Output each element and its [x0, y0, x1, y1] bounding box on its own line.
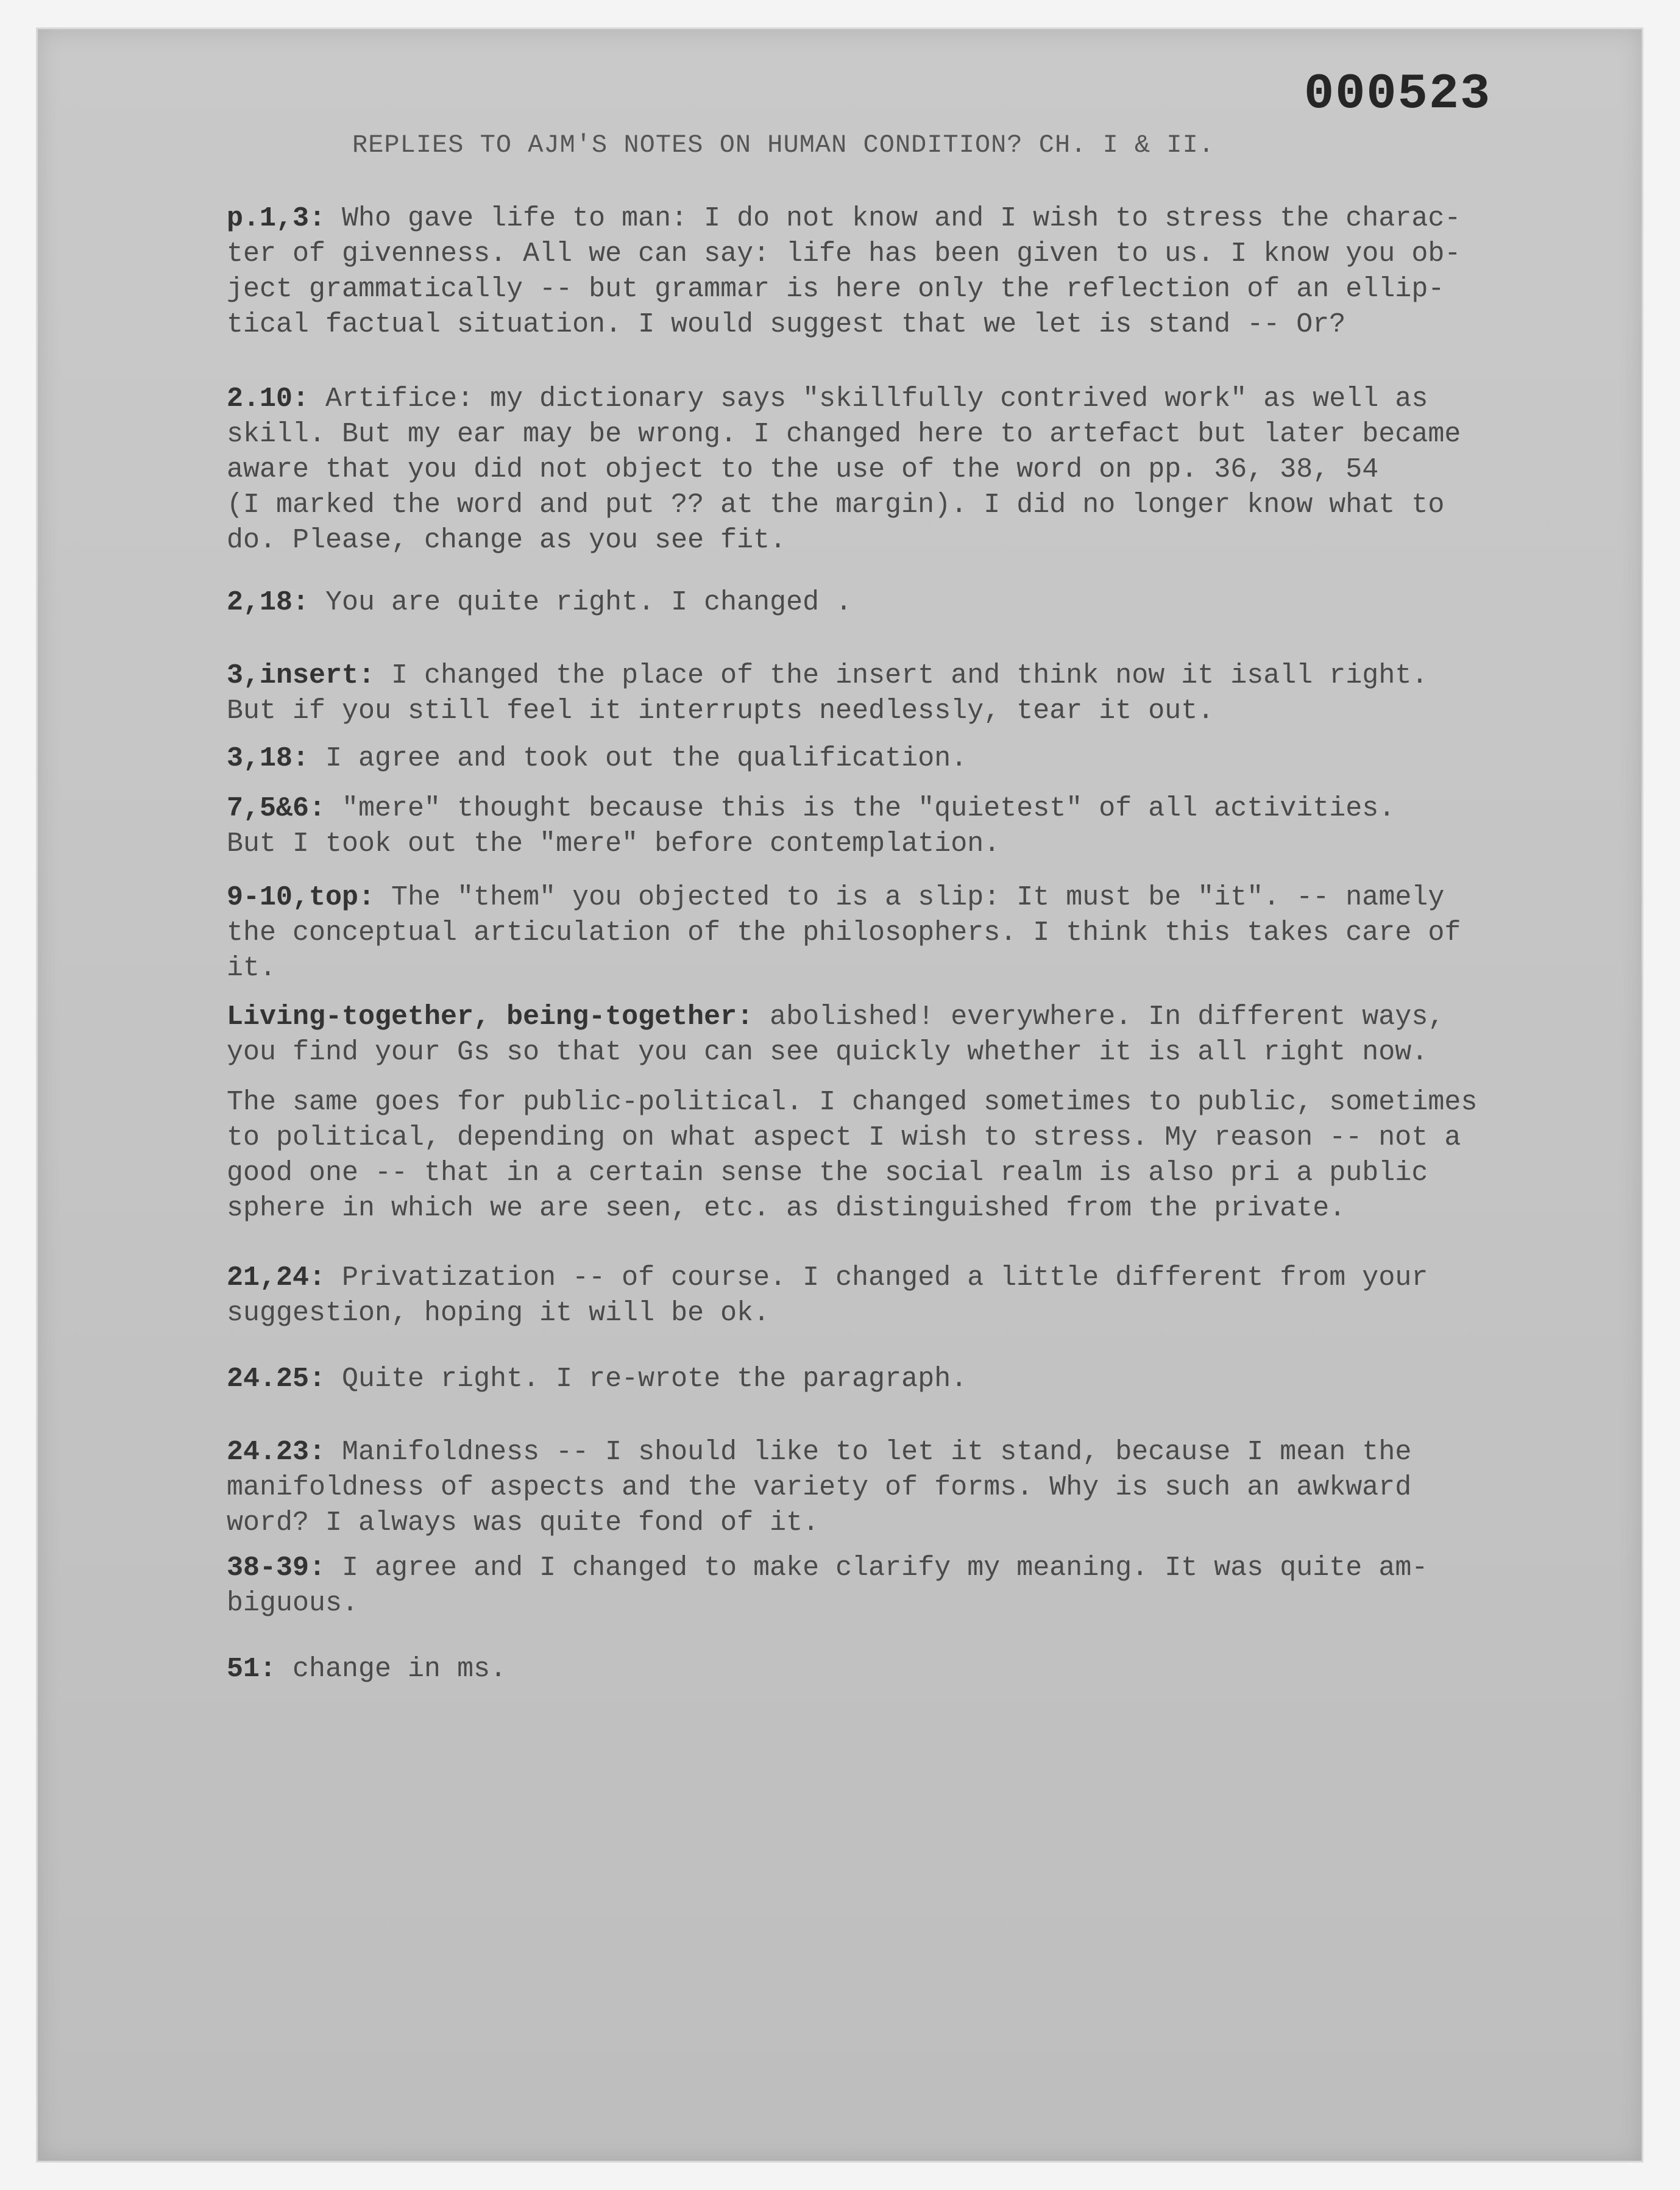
entry-ref: 38-39: — [227, 1552, 326, 1584]
entry-2-10 — [227, 382, 1628, 558]
entry-text: I agree and took out the qualification. — [309, 743, 968, 774]
entry-ref: Living-together, being-together: — [227, 1001, 754, 1033]
entry-24-25 — [227, 1362, 1628, 1397]
entry-text: Who gave life to man: I do not know and I wish to stress the charac- ter of givenness. All we can say: life has been given to us. I know you ob- ject grammatically -- but grammar is here only the reflection of an ellip- tical factual situation. I would suggest that we let is stand -- Or? — [227, 203, 1461, 340]
entry-text: Artifice: my dictionary says "skillfully contrived work" as well as skill. But my ear may be wrong. I changed here to artefact but later became aware that you did not object to the use of the word on pp. 36, 38, 54 (I marked the word and put ?? at the margin). I did no longer know what to do. Please, change as you see fit. — [227, 383, 1461, 556]
entry-2-18 — [227, 585, 1628, 620]
entry-51 — [227, 1652, 1628, 1687]
entry-ref: 2,18: — [227, 587, 310, 618]
entry-text: Privatization -- of course. I changed a little different from your suggestion, hoping it will be ok. — [227, 1262, 1428, 1329]
entry-text: abolished! everywhere. In different ways, you find your Gs so that you can see quickly whether it is all right now. — [227, 1001, 1445, 1068]
entry-text: I agree and I changed to make clarify my meaning. It was quite am- biguous. — [227, 1552, 1428, 1619]
entry-text: change in ms. — [276, 1654, 507, 1685]
entry-21-24 — [227, 1260, 1628, 1331]
entry-ref: 3,18: — [227, 743, 310, 774]
entry-text: You are quite right. I changed . — [309, 587, 852, 618]
entry-3-18 — [227, 741, 1628, 777]
entry-24-23 — [227, 1435, 1628, 1541]
document-number: 000523 — [1304, 66, 1492, 123]
entry-text: Quite right. I re-wrote the paragraph. — [325, 1363, 968, 1395]
entry-text: The "them" you objected to is a slip: It must be "it". -- namely the conceptual articulation of the philosophers. I think this takes care of it. — [227, 882, 1461, 984]
entry-text: The same goes for public-political. I changed sometimes to public, sometimes to political, depending on what aspect I wish to stress. My reason -- not a good one -- that in a certain sense the social realm is also pri a public sphere in which we are seen, etc. as distinguished from the private. — [227, 1087, 1478, 1224]
entry-p1-3 — [227, 201, 1628, 343]
entry-9-10-top — [227, 880, 1628, 986]
entry-text: I changed the place of the insert and think now it isall right. But if you still feel it interrupts needlessly, tear it out. — [227, 660, 1428, 727]
entry-ref: 7,5&6: — [227, 793, 326, 824]
entry-living-together — [227, 1000, 1628, 1070]
entry-38-39 — [227, 1551, 1628, 1621]
entry-ref: 24.25: — [227, 1363, 326, 1395]
document-title: REPLIES TO AJM'S NOTES ON HUMAN CONDITION? CH. I & II. — [352, 130, 1215, 160]
entry-text: Manifoldness -- I should like to let it stand, because I mean the manifoldness of aspects and the variety of forms. Why is such an awkward word? I always was quite fond of it. — [227, 1437, 1412, 1538]
entry-text: "mere" thought because this is the "quietest" of all activities. But I took out the "mere" before contemplation. — [227, 793, 1395, 859]
entry-public-political — [227, 1085, 1628, 1226]
entry-ref: 2.10: — [227, 383, 310, 414]
entry-3-insert — [227, 658, 1628, 729]
entry-ref: 24.23: — [227, 1437, 326, 1468]
entry-7-5-6 — [227, 791, 1628, 862]
entry-ref: 21,24: — [227, 1262, 326, 1293]
entry-ref: p.1,3: — [227, 203, 326, 234]
entry-ref: 51: — [227, 1654, 277, 1685]
entry-ref: 9-10,top: — [227, 882, 375, 913]
entry-ref: 3,insert: — [227, 660, 375, 691]
